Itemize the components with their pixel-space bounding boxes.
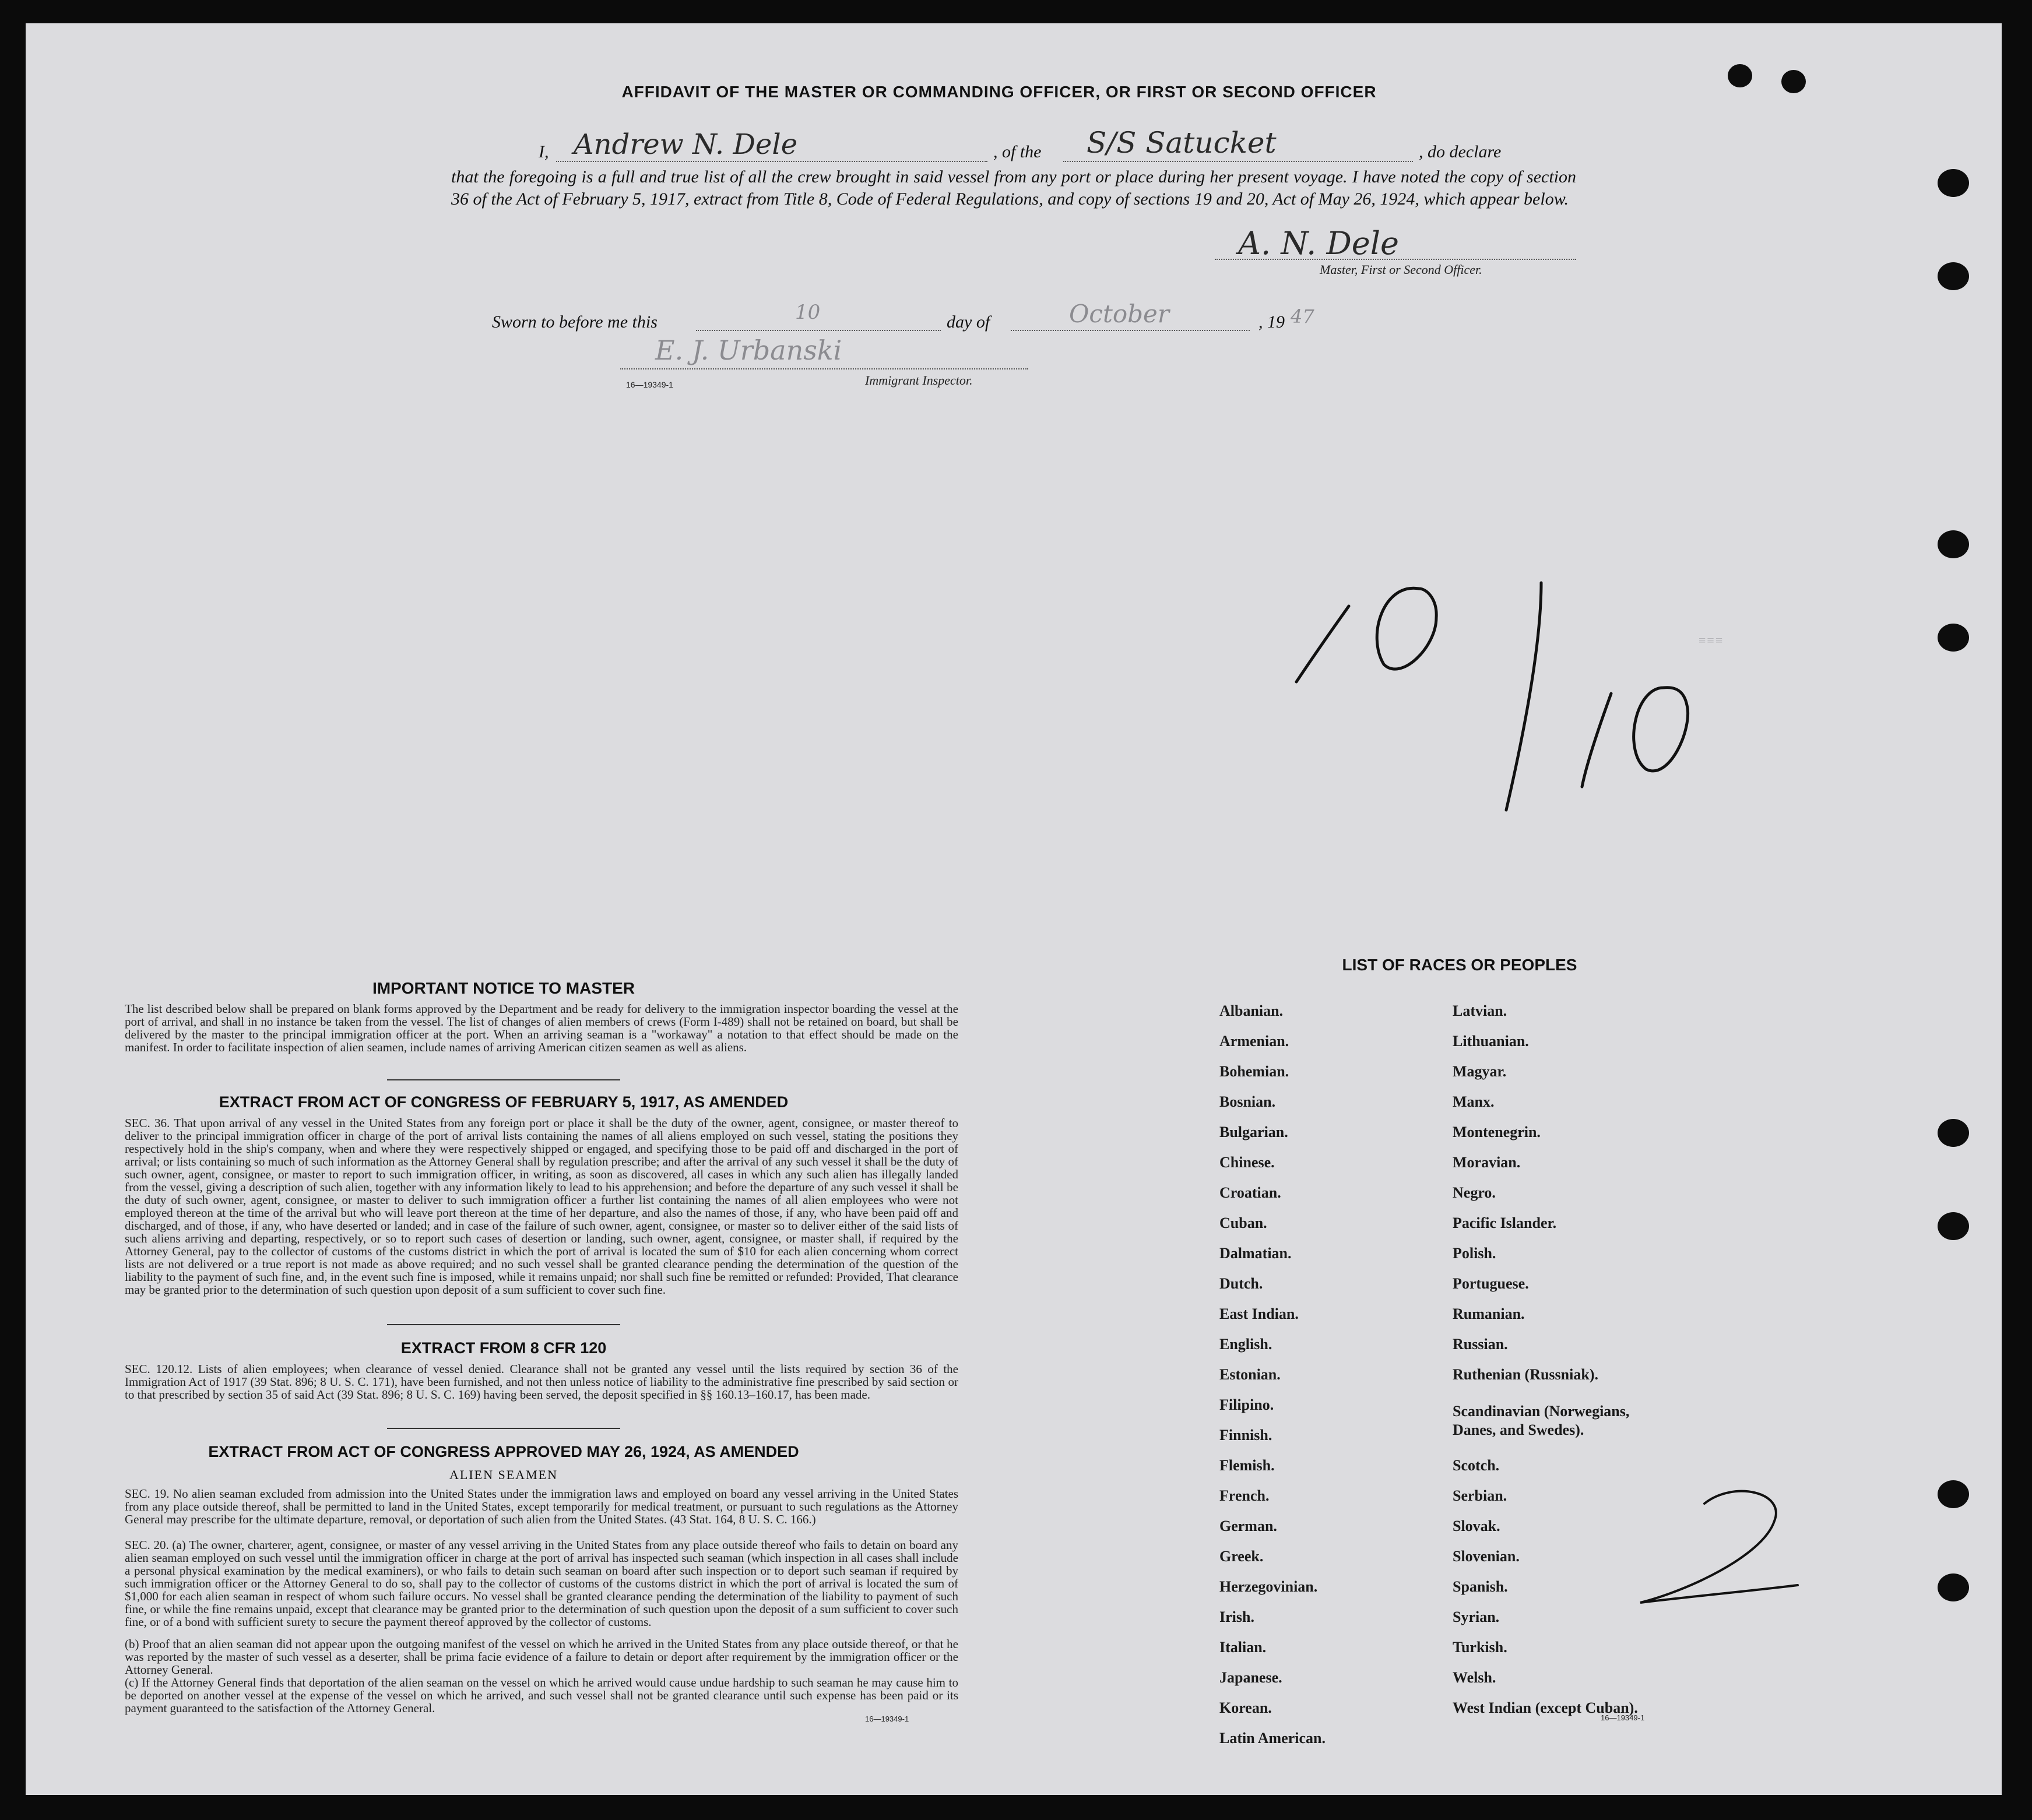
race-item: Polish. xyxy=(1453,1245,1496,1262)
extract-cfr-body: SEC. 120.12. Lists of alien employees; when clearance of vessel denied. Clearance shall not be granted any vessel until the lists required by section 36 of the Immigration Act of 1917 (39 Stat. 896; 8 U. S. C. 171), have been furnished, and not then unless notice of liability to the administrative fine prescribed by said section or to that prescribed by section 35 of said Act (39 Stat. 896; 8 U. S. C. 169) having been served, the deposit specified in §§ 160.13–160.17, has been made. xyxy=(125,1362,958,1402)
divider xyxy=(387,1079,620,1080)
race-item: Montenegrin. xyxy=(1453,1124,1541,1140)
race-item: Japanese. xyxy=(1219,1669,1282,1686)
race-item: Filipino. xyxy=(1219,1396,1274,1413)
sworn-line xyxy=(492,300,1366,335)
handwritten-date-mark xyxy=(1285,565,1728,857)
race-item: Scotch. xyxy=(1453,1457,1500,1474)
race-item: Lithuanian. xyxy=(1453,1033,1529,1050)
pen-stroke-slash xyxy=(1506,583,1541,810)
race-item: Greek. xyxy=(1219,1548,1264,1565)
master-signature-line xyxy=(1215,259,1576,260)
race-item: German. xyxy=(1219,1518,1277,1534)
punch-hole xyxy=(1938,530,1969,558)
master-name-handwritten: Andrew N. Dele xyxy=(574,128,798,161)
race-item: Finnish. xyxy=(1219,1427,1272,1444)
affidavit-i-label: I, xyxy=(539,142,549,161)
document-page xyxy=(26,23,2002,1795)
punch-hole xyxy=(1938,1573,1969,1601)
punch-hole xyxy=(1938,1480,1969,1508)
punch-hole xyxy=(1938,169,1969,197)
race-item: Scandinavian (Norwegians, Danes, and Swedes). xyxy=(1453,1403,1630,1438)
notice-body: The list described below shall be prepared on blank forms approved by the Department and be ready for delivery to the immigration inspector boarding the vessel at the port of arrival, and shall in no instance be taken from the vessel. The list of changes of alien members of crews (Form I-489) shall not be retained on board, but shall be delivered by the master to the principal immigration officer at the port. When an arriving seaman is a "workaway" a notation to that effect should be made on the manifest. In order to facilitate inspection of alien seamen, include names of arriving American citizen seamen as well as aliens. xyxy=(125,1002,958,1054)
race-item: Slovak. xyxy=(1453,1518,1500,1534)
pen-stroke-1 xyxy=(1296,606,1349,682)
race-item: Dutch. xyxy=(1219,1275,1263,1292)
notice-heading: IMPORTANT NOTICE TO MASTER xyxy=(372,979,635,997)
pen-stroke-0b xyxy=(1634,688,1688,771)
races-heading: LIST OF RACES OR PEOPLES xyxy=(1342,956,1577,974)
race-item: Rumanian. xyxy=(1453,1305,1525,1322)
extract-1924-sec19: SEC. 19. No alien seaman excluded from admission into the United States under the immigration laws and employed on board any vessel arriving in the United States from any place outside thereof, shall be permitted to land in the United States, except temporarily for medical treatment, or pursuant to such regulations as the Attorney General may prescribe for the ultimate departure, removal, or deportation of such alien from the United States. (43 Stat. 164, 8 U. S. C. 166.) xyxy=(125,1487,958,1526)
affidavit-title: AFFIDAVIT OF THE MASTER OR COMMANDING OFFICER, OR FIRST OR SECOND OFFICER xyxy=(621,83,1377,101)
race-item: East Indian. xyxy=(1219,1305,1299,1322)
pen-stroke-0 xyxy=(1377,588,1436,669)
race-item: Negro. xyxy=(1453,1184,1496,1201)
day-of-label: day of xyxy=(947,312,990,332)
form-number-top: 16—19349-1 xyxy=(626,380,673,389)
punch-hole xyxy=(1781,70,1806,93)
race-item: French. xyxy=(1219,1487,1270,1504)
race-item: Moravian. xyxy=(1453,1154,1521,1171)
race-item: Herzegovinian. xyxy=(1219,1578,1318,1595)
offset-mark: ≡≡≡ xyxy=(1699,633,1724,647)
race-item: Slovenian. xyxy=(1453,1548,1520,1565)
form-number-left: 16—19349-1 xyxy=(865,1715,909,1723)
handwritten-count-mark xyxy=(1617,1480,1809,1620)
race-item: Pacific Islander. xyxy=(1453,1214,1557,1231)
affidavit-body: that the foregoing is a full and true list of all the crew brought in said vessel from any port or place during her present voyage. I have noted the copy of section 36 of the Act of February 5, 1917, extract from Title 8, Code of Federal Regulations, and copy of sections 19 and 20, Act of May 26, 1924, which appear below. xyxy=(451,167,1576,209)
race-item: West Indian (except Cuban). xyxy=(1453,1699,1638,1716)
pen-stroke-1b xyxy=(1582,693,1611,787)
punch-hole xyxy=(1938,1212,1969,1240)
race-item: Chinese. xyxy=(1219,1154,1275,1171)
race-item: Spanish. xyxy=(1453,1578,1508,1595)
vessel-name-handwritten: S/S Satucket xyxy=(1087,126,1277,160)
race-item: Turkish. xyxy=(1453,1639,1507,1656)
race-item: Armenian. xyxy=(1219,1033,1289,1050)
race-item: Welsh. xyxy=(1453,1669,1496,1686)
race-item: Latin American. xyxy=(1219,1730,1326,1747)
race-item: Ruthenian (Russniak). xyxy=(1453,1366,1598,1383)
month-handwritten: October xyxy=(1069,300,1169,328)
master-signature: A. N. Dele xyxy=(1238,225,1399,262)
race-item: Bosnian. xyxy=(1219,1093,1276,1110)
extract-1924-sec20c: (c) If the Attorney General finds that deportation of the alien seaman on the vessel on which he arrived would cause undue hardship to such seaman he may cause him to be deported on another vessel at the expense of the vessel on which he arrived, and such vessel shall not be granted clearance until such expense has been paid or its payment guaranteed to the satisfaction of the Attorney General. xyxy=(125,1675,958,1715)
race-item: Serbian. xyxy=(1453,1487,1507,1504)
master-signature-caption: Master, First or Second Officer. xyxy=(1320,262,1482,277)
race-item: Korean. xyxy=(1219,1699,1272,1716)
year-prefix: , 19 xyxy=(1258,312,1285,332)
divider xyxy=(387,1428,620,1429)
punch-hole xyxy=(1728,64,1752,87)
race-item: Russian. xyxy=(1453,1336,1508,1353)
affidavit-line-1 xyxy=(539,126,1576,163)
extract-1924-subheading: ALIEN SEAMEN xyxy=(449,1467,558,1482)
sworn-label: Sworn to before me this xyxy=(492,312,658,332)
form-number-right: 16—19349-1 xyxy=(1601,1713,1645,1722)
race-item: Syrian. xyxy=(1453,1608,1500,1625)
inspector-signature-line xyxy=(620,368,1028,369)
extract-1924-sec20: SEC. 20. (a) The owner, charterer, agent, consignee, or master of any vessel arriving in the United States from any place outside thereof who fails to detain on board any alien seaman employed on such vessel until the immigration officer in charge at the port of arrival has inspected such seaman (which inspection in all cases shall include a personal physical examination by the medical examiners), or who fails to detain such seaman on board after such inspection or to deport such seaman if required by such immigration officer or the Attorney General to do so, shall pay to the collector of customs of the customs district in which the port of arrival is located the sum of $1,000 for each alien seaman in respect of whom such failure occurs. No vessel shall be granted clearance pending the determination of the liability to payment of such fine, or while the fine remains unpaid, except that clearance may be granted prior to the determination of such question upon the deposit of a sum sufficient to cover such fine, or of a bond with sufficient surety to secure the payment thereof approved by the collector of customs. xyxy=(125,1538,958,1629)
race-item: Latvian. xyxy=(1453,1002,1507,1019)
inspector-caption: Immigrant Inspector. xyxy=(865,373,973,388)
extract-1917-heading: EXTRACT FROM ACT OF CONGRESS OF FEBRUARY 5, 1917, AS AMENDED xyxy=(219,1093,789,1111)
punch-hole xyxy=(1938,262,1969,290)
race-item: Italian. xyxy=(1219,1639,1267,1656)
race-item: Croatian. xyxy=(1219,1184,1281,1201)
race-item: Bohemian. xyxy=(1219,1063,1289,1080)
race-item: Magyar. xyxy=(1453,1063,1507,1080)
punch-hole xyxy=(1938,1119,1969,1147)
race-item: Portuguese. xyxy=(1453,1275,1529,1292)
race-item: Irish. xyxy=(1219,1608,1254,1625)
extract-1924-heading: EXTRACT FROM ACT OF CONGRESS APPROVED MAY 26, 1924, AS AMENDED xyxy=(208,1443,799,1460)
extract-1917-body: SEC. 36. That upon arrival of any vessel in the United States from any foreign port or place it shall be the duty of the owner, agent, consignee, or master thereof to deliver to the principal immigration officer in charge of the port of arrival lists containing the names of all aliens employed on such vessel, stating the positions they respectively hold in the ship's company, when and where they were respectively shipped or engaged, and specifying those to be paid off and discharged in the port of arrival; or lists containing so much of such information as the Attorney General shall by regulation prescribe; and after the arrival of any such vessel it shall be the duty of such owner, agent, consignee, or master to report to such immigration officer, in writing, as soon as discovered, all cases in which any such alien has illegally landed from the vessel, giving a description of such alien, together with any information likely to lead to his apprehension; and before the departure of any such vessel it shall be the duty of such owner, agent, consignee, or master to deliver to such immigration officer a further list containing the names of all alien employees who were not employed thereon at the time of the arrival but who will leave port thereon at the time of her departure, and also the names of those, if any, who have been paid off and discharged, and of those, if any, who have deserted or landed; and in case of the failure of such owner, agent, consignee, or master so to deliver either of the said lists of such aliens arriving and departing, respectively, or so to report such cases of desertion or landing, such owner, agent, consignee, or master shall, if required by the Attorney General, pay to the collector of customs of the customs district in which the port of arrival is located the sum of $10 for each alien concerning whom correct lists are not delivered or a true report is not made as above required; and no such vessel shall be granted clearance pending the determination of the question of the liability to the payment of such fine, and, in the event such fine is imposed, while it remains unpaid; nor shall such fine be remitted or refunded: Provided, That clearance may be granted prior to the determination of such question upon deposit of a sum sufficient to cover such fine. xyxy=(125,1116,958,1297)
race-item: Bulgarian. xyxy=(1219,1124,1288,1140)
race-item: Albanian. xyxy=(1219,1002,1284,1019)
do-declare-label: , do declare xyxy=(1419,142,1502,161)
divider xyxy=(387,1324,620,1325)
of-the-label: , of the xyxy=(993,142,1042,161)
race-item: Estonian. xyxy=(1219,1366,1281,1383)
inspector-signature: E. J. Urbanski xyxy=(655,335,842,366)
punch-hole xyxy=(1938,624,1969,652)
year-handwritten: 47 xyxy=(1291,305,1314,328)
race-item: Cuban. xyxy=(1219,1214,1267,1231)
extract-1924-sec20b: (b) Proof that an alien seaman did not appear upon the outgoing manifest of the vessel on which he arrived in the United States from any place outside thereof, or that he was reported by the master of such vessel as a deserter, shall be prima facie evidence of a failure to detain or deport after requirement by the immigration officer or the Attorney General. xyxy=(125,1637,958,1677)
race-item: Flemish. xyxy=(1219,1457,1275,1474)
race-item: Dalmatian. xyxy=(1219,1245,1292,1262)
extract-cfr-heading: EXTRACT FROM 8 CFR 120 xyxy=(400,1339,607,1357)
race-item: Manx. xyxy=(1453,1093,1495,1110)
race-item: English. xyxy=(1219,1336,1272,1353)
day-handwritten: 10 xyxy=(795,301,821,324)
